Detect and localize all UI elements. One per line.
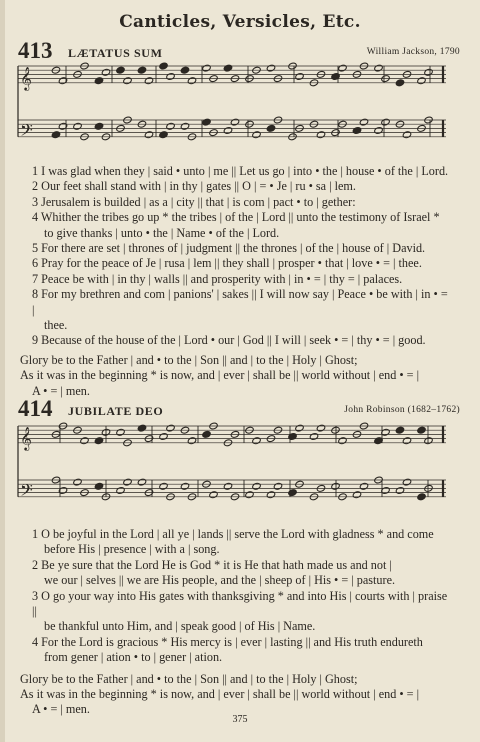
verse-line: to give thanks | unto • the | Name • of the | Lord. xyxy=(44,225,280,240)
music-note xyxy=(266,491,275,499)
verse-line: thee. xyxy=(44,318,68,333)
music-note xyxy=(123,478,132,486)
music-note xyxy=(309,433,318,441)
hymn-413-verses xyxy=(20,164,450,399)
music-note xyxy=(180,482,189,490)
verse-line: before His | presence | with a | song. xyxy=(44,542,220,557)
music-note xyxy=(316,424,325,432)
music-note xyxy=(180,122,189,130)
verse-line: 8 For my brethren and com | panions' | sakes || I will now say | Peace • be with | in • = | xyxy=(32,287,448,317)
music-note xyxy=(331,482,340,490)
music-note xyxy=(223,127,232,135)
music-note xyxy=(73,122,82,130)
music-note xyxy=(209,491,218,499)
hymn-composer: John Robinson (1682–1762) xyxy=(344,405,460,415)
music-note xyxy=(166,122,175,130)
verse-line: 4 Whither the tribes go up * the tribes | of the | Lord || unto the testimony of Israel * xyxy=(32,210,440,225)
music-note xyxy=(94,437,103,445)
music-note xyxy=(359,118,368,126)
music-note xyxy=(202,430,211,438)
music-note xyxy=(137,424,146,432)
music-note xyxy=(417,77,426,85)
music-note xyxy=(80,437,89,445)
verse-line: 9 Because of the house of the | Lord • our | God || I will | seek • = | thy • = | good. xyxy=(32,333,426,348)
music-note xyxy=(230,118,239,126)
music-note xyxy=(116,66,125,74)
music-note xyxy=(352,491,361,499)
music-note xyxy=(338,64,347,72)
music-note xyxy=(252,131,261,139)
music-note xyxy=(159,433,168,441)
hymn-title: LÆTATUS SUM xyxy=(68,46,163,60)
hymn-413-music-score xyxy=(16,62,452,162)
verse-line: 5 For there are set | thrones of | judgment || the thrones | of the | house of | David. xyxy=(32,241,426,256)
gloria-line: Glory be to the Father | and • to the | Son || and | to the | Holy | Ghost; xyxy=(20,352,358,367)
music-note xyxy=(166,73,175,81)
music-note xyxy=(116,487,125,495)
gloria-line: As it was in the beginning * is now, and | ever | shall be || world without | end • = | xyxy=(20,687,420,702)
music-note xyxy=(424,437,433,445)
music-note xyxy=(137,66,146,74)
page-binding-shadow xyxy=(0,0,5,742)
verse-line: 6 Pray for the peace of Je | rusa | lem || they shall | prosper • that | love • = | thee. xyxy=(32,256,422,271)
running-head: Canticles, Versicles, Etc. xyxy=(119,12,361,32)
music-note xyxy=(359,482,368,490)
page-number: 375 xyxy=(232,714,248,725)
gloria-line: As it was in the beginning * is now, and | ever | shall be || world without | end • = | xyxy=(20,368,420,383)
music-note xyxy=(316,131,325,139)
music-note xyxy=(144,77,153,85)
music-note xyxy=(73,478,82,486)
verse-line: 2 Our feet shall stand with | in thy | gates || O | = • Je | ru • sa | lem. xyxy=(32,179,356,194)
music-note xyxy=(123,77,132,85)
hymn-414-music-score xyxy=(16,422,452,522)
gloria-line: Glory be to the Father | and • to the | Son || and | to the | Holy | Ghost; xyxy=(20,671,358,686)
music-note xyxy=(187,437,196,445)
music-note xyxy=(374,437,383,445)
hymn-composer: William Jackson, 1790 xyxy=(366,47,460,57)
verse-line: 4 For the Lord is gracious * His mercy is | ever | lasting || and His truth endureth xyxy=(32,634,423,649)
music-note xyxy=(51,131,60,139)
music-note xyxy=(295,73,304,81)
music-note xyxy=(338,437,347,445)
verse-line: 1 I was glad when they | said • unto | me || Let us go | into • the | house • of the | Lord. xyxy=(32,164,449,178)
music-note xyxy=(395,487,404,495)
music-note xyxy=(94,482,103,490)
music-note xyxy=(159,482,168,490)
music-note xyxy=(252,437,261,445)
verse-line: 3 Jerusalem is builded | as a | city || that | is com | pact • to | gether: xyxy=(32,194,356,209)
verse-line: 2 Be ye sure that the Lord He is God * it is He that hath made us and not | xyxy=(32,557,392,572)
gloria-line: A • = | men. xyxy=(32,702,90,717)
treble-clef-icon: 𝄞 xyxy=(20,65,32,90)
gloria-line: A • = | men. xyxy=(32,383,90,398)
verse-line: 1 O be joyful in the Lord | all ye | lands || serve the Lord with gladness * and come xyxy=(32,527,434,541)
music-note xyxy=(352,127,361,135)
hymn-414-verses xyxy=(20,527,450,718)
bass-clef-icon: 𝄢 xyxy=(20,479,33,504)
music-note xyxy=(202,64,211,72)
music-note xyxy=(245,491,254,499)
music-note xyxy=(166,424,175,432)
music-note xyxy=(101,68,110,76)
music-note xyxy=(331,73,340,81)
music-note xyxy=(252,482,261,490)
music-note xyxy=(288,433,297,441)
music-note xyxy=(374,127,383,135)
music-note xyxy=(395,426,404,434)
music-note xyxy=(94,122,103,130)
music-note xyxy=(417,493,426,501)
music-note xyxy=(223,482,232,490)
music-note xyxy=(94,77,103,85)
music-note xyxy=(159,131,168,139)
music-note xyxy=(159,62,168,70)
music-note xyxy=(424,68,433,76)
music-note xyxy=(402,437,411,445)
verse-line: 3 O go your way into His gates with thanksgiving * and into His | courts with | praise || xyxy=(32,588,448,619)
music-note xyxy=(395,79,404,87)
hymn-number: 414 xyxy=(18,396,53,421)
verse-line: 7 Peace be with | in thy | walls || and prosperity with | in • = | thy = | palaces. xyxy=(32,271,403,286)
music-note xyxy=(144,131,153,139)
music-note xyxy=(273,482,282,490)
music-note xyxy=(187,77,196,85)
treble-clef-icon: 𝄞 xyxy=(20,425,32,450)
music-note xyxy=(288,489,297,497)
music-note xyxy=(402,131,411,139)
music-note xyxy=(202,118,211,126)
music-note xyxy=(223,64,232,72)
bass-clef-icon: 𝄢 xyxy=(20,119,33,144)
music-note xyxy=(402,478,411,486)
music-note xyxy=(266,124,275,132)
music-note xyxy=(137,478,146,486)
music-note xyxy=(116,428,125,436)
verse-line: from gener | ation • to | gener | ation. xyxy=(44,650,223,665)
music-note xyxy=(266,64,275,72)
music-note xyxy=(417,426,426,434)
verse-line: we our | selves || we are His people, and the | sheep of | His • = | pasture. xyxy=(44,573,396,588)
music-note xyxy=(381,118,390,126)
music-note xyxy=(180,66,189,74)
hymn-number: 413 xyxy=(18,38,53,63)
music-note xyxy=(295,424,304,432)
verse-line: be thankful unto Him, and | speak good | of His | Name. xyxy=(44,619,316,634)
music-note xyxy=(374,64,383,72)
hymn-title: JUBILATE DEO xyxy=(68,404,164,418)
